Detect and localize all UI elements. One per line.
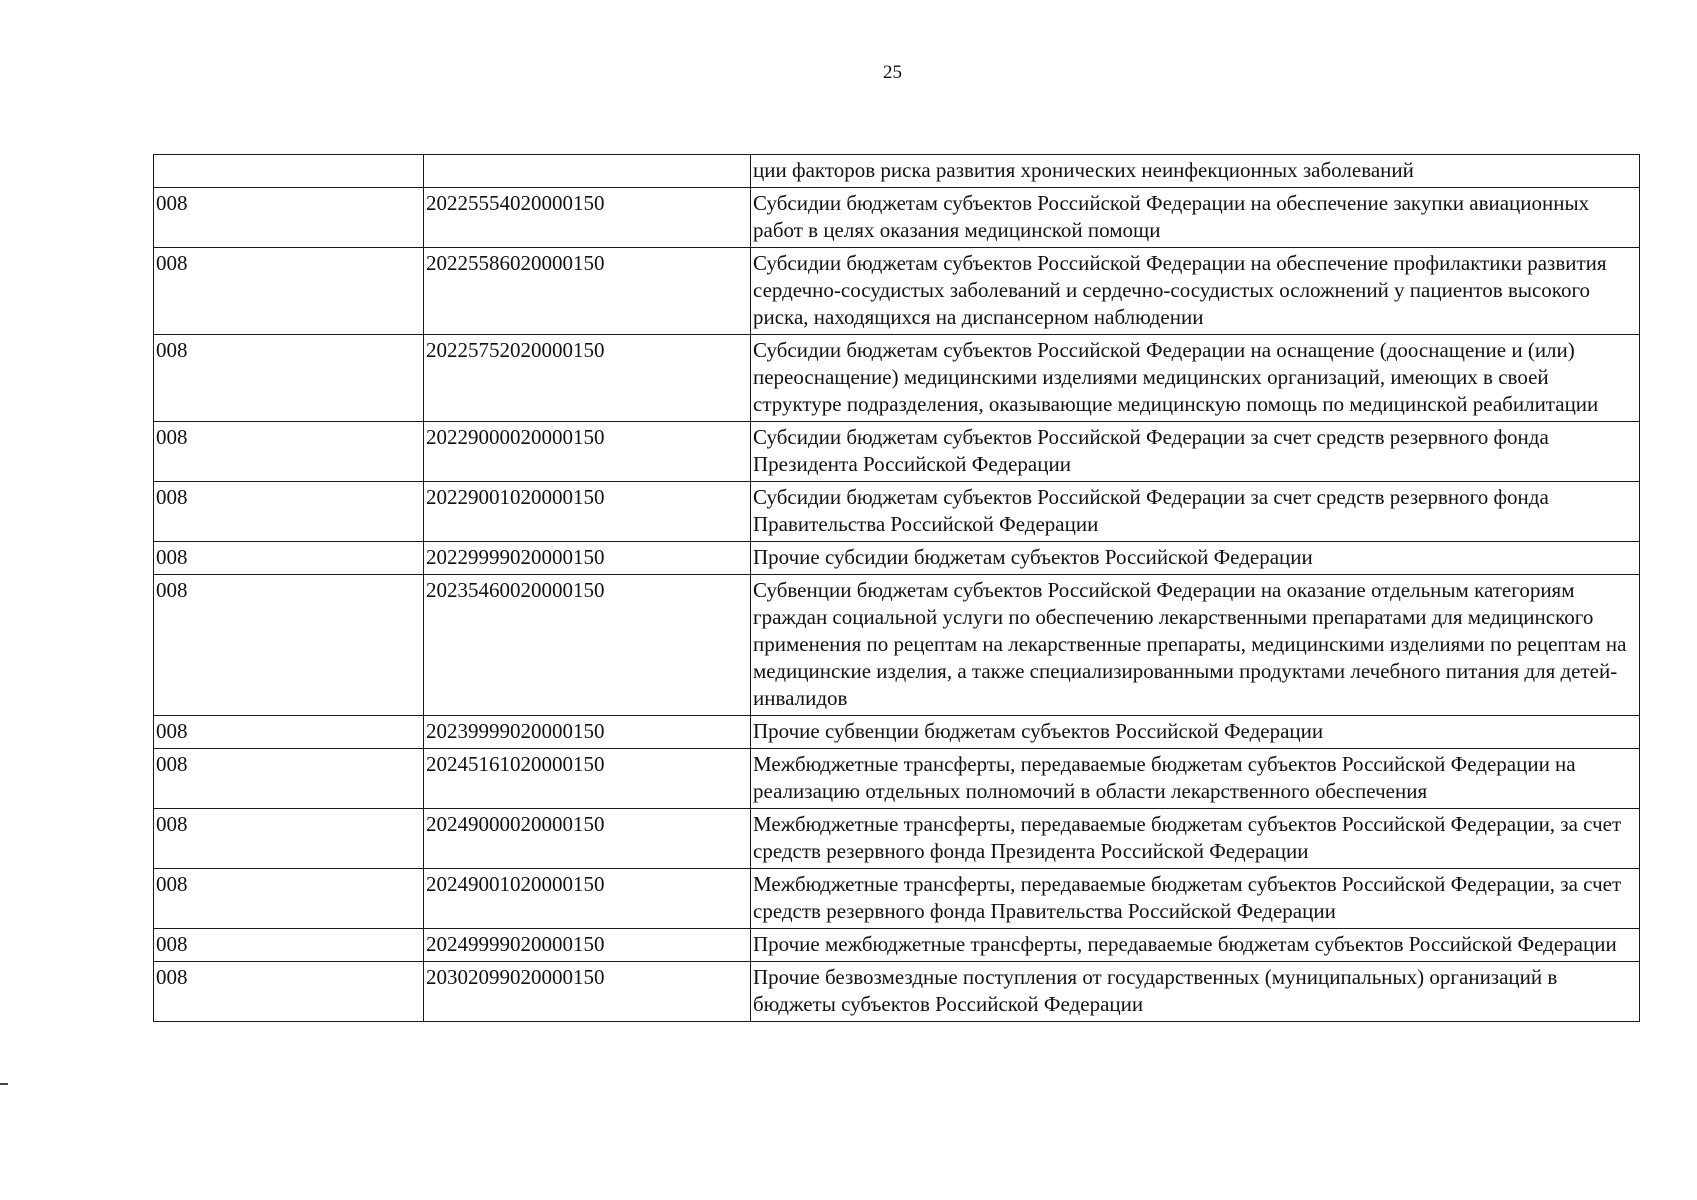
revenue-name-cell: Межбюджетные трансферты, передаваемые бюджетам субъектов Российской Федерации, за счет средств резервного фонда Президента Российской Федерации [751,809,1640,869]
budget-code-cell: 20239999020000150 [424,716,751,749]
budget-classification-table [153,154,1640,1022]
table-row [154,188,1640,248]
budget-code-cell: 20249001020000150 [424,869,751,929]
admin-code-cell: 008 [154,575,424,716]
budget-code-cell: 20249000020000150 [424,809,751,869]
revenue-name-cell: Прочие межбюджетные трансферты, передаваемые бюджетам субъектов Российской Федерации [751,929,1640,962]
revenue-name-cell: Прочие безвозмездные поступления от государственных (муниципальных) организаций в бюджеты субъектов Российской Федерации [751,962,1640,1022]
admin-code-cell: 008 [154,869,424,929]
admin-code-cell: 008 [154,482,424,542]
table-row [154,962,1640,1022]
table-row [154,749,1640,809]
budget-code-cell: 20235460020000150 [424,575,751,716]
admin-code-cell: 008 [154,335,424,422]
revenue-name-cell: Субсидии бюджетам субъектов Российской Федерации за счет средств резервного фонда Президента Российской Федерации [751,422,1640,482]
admin-code-cell: 008 [154,809,424,869]
budget-code-cell: 20225554020000150 [424,188,751,248]
admin-code-cell: 008 [154,188,424,248]
admin-code-cell [154,155,424,188]
revenue-name-cell: Субсидии бюджетам субъектов Российской Федерации на обеспечение профилактики развития сердечно-сосудистых заболеваний и сердечно-сосудистых осложнений у пациентов высокого риска, находящихся на диспансерном наблюдении [751,248,1640,335]
revenue-name-cell: Межбюджетные трансферты, передаваемые бюджетам субъектов Российской Федерации, за счет средств резервного фонда Правительства Российской Федерации [751,869,1640,929]
budget-code-cell [424,155,751,188]
admin-code-cell: 008 [154,542,424,575]
table-row [154,869,1640,929]
table-row [154,335,1640,422]
budget-code-cell: 20302099020000150 [424,962,751,1022]
revenue-name-cell: Межбюджетные трансферты, передаваемые бюджетам субъектов Российской Федерации на реализацию отдельных полномочий в области лекарственного обеспечения [751,749,1640,809]
revenue-name-cell: Субсидии бюджетам субъектов Российской Федерации на оснащение (дооснащение и (или) переоснащение) медицинскими изделиями медицинских организаций, имеющих в своей структуре подразделения, оказывающие медицинскую помощь по медицинской реабилитации [751,335,1640,422]
scan-edge-mark [0,1083,8,1085]
table-row [154,248,1640,335]
budget-code-cell: 20229000020000150 [424,422,751,482]
revenue-name-cell: Субвенции бюджетам субъектов Российской Федерации на оказание отдельным категориям граждан социальной услуги по обеспечению лекарственными препаратами для медицинского применения по рецептам на лекарственные препараты, медицинскими изделиями по рецептам на медицинские изделия, а также специализированными продуктами лечебного питания для детей-инвалидов [751,575,1640,716]
admin-code-cell: 008 [154,962,424,1022]
table-row [154,929,1640,962]
admin-code-cell: 008 [154,716,424,749]
page-number: 25 [883,62,902,83]
table-row [154,542,1640,575]
revenue-name-cell: Субсидии бюджетам субъектов Российской Федерации на обеспечение закупки авиационных работ в целях оказания медицинской помощи [751,188,1640,248]
budget-code-cell: 20229999020000150 [424,542,751,575]
budget-code-cell: 20249999020000150 [424,929,751,962]
revenue-name-cell: Прочие субвенции бюджетам субъектов Российской Федерации [751,716,1640,749]
revenue-name-cell: ции факторов риска развития хронических неинфекционных заболеваний [751,155,1640,188]
budget-code-cell: 20245161020000150 [424,749,751,809]
revenue-name-cell: Субсидии бюджетам субъектов Российской Федерации за счет средств резервного фонда Правительства Российской Федерации [751,482,1640,542]
table-row [154,482,1640,542]
table-row [154,809,1640,869]
budget-code-cell: 20229001020000150 [424,482,751,542]
revenue-name-cell: Прочие субсидии бюджетам субъектов Российской Федерации [751,542,1640,575]
admin-code-cell: 008 [154,248,424,335]
table-row [154,575,1640,716]
table-row [154,716,1640,749]
budget-code-cell: 20225752020000150 [424,335,751,422]
table-row [154,422,1640,482]
table-row [154,155,1640,188]
admin-code-cell: 008 [154,929,424,962]
budget-code-cell: 20225586020000150 [424,248,751,335]
admin-code-cell: 008 [154,749,424,809]
admin-code-cell: 008 [154,422,424,482]
